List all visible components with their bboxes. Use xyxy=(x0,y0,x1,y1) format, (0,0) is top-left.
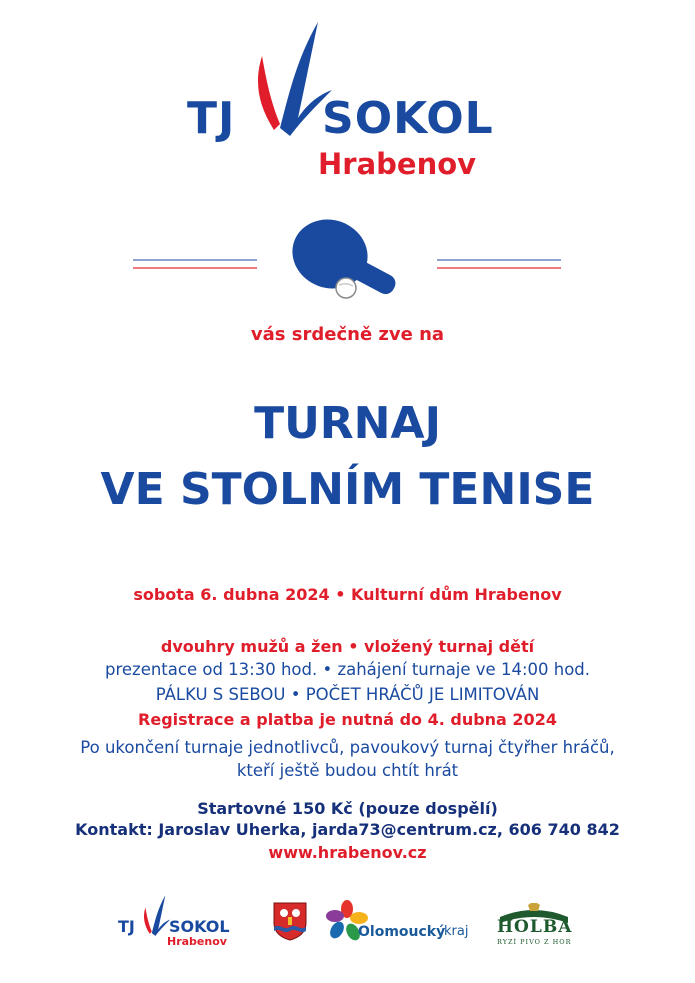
title-line-2: VE STOLNÍM TENISE xyxy=(100,464,595,515)
event-doubles-note-line-1: Po ukončení turnaje jednotlivců, pavoukový turnaj čtyřher hráčů, xyxy=(80,738,615,757)
logo-place-text: Hrabenov xyxy=(318,147,477,181)
logo-sokol-text: SOKOL xyxy=(322,93,494,144)
sponsor-sokol-place: Hrabenov xyxy=(167,935,227,948)
website-link[interactable]: www.hrabenov.cz xyxy=(268,843,427,862)
sponsor-sokol-falcon-icon xyxy=(139,893,171,939)
sponsor-holba-name: HOLBA xyxy=(497,917,573,937)
event-doubles-note-line-2: kteří ještě budou chtít hrát xyxy=(236,761,459,780)
municipal-crest-icon xyxy=(272,901,308,941)
logo-tj-text: TJ xyxy=(187,93,236,144)
invite-text: vás srdečně zve na xyxy=(250,324,445,345)
divider-left xyxy=(133,259,257,271)
sponsor-holba-tagline: RYZÍ PIVO Z HOR xyxy=(497,938,572,946)
sokol-falcon-logo-icon xyxy=(244,20,334,140)
entry-fee: Startovné 150 Kč (pouze dospělí) xyxy=(197,799,498,818)
event-presentation-time: prezentace od 13:30 hod. • zahájení turnaje ve 14:00 hod. xyxy=(104,660,591,679)
title-line-1: TURNAJ xyxy=(254,398,441,449)
sponsor-olomoucky-suffix: kraj xyxy=(444,924,469,939)
divider-right xyxy=(437,259,561,271)
event-registration-deadline: Registrace a platba je nutná do 4. dubna 2024 xyxy=(138,710,557,729)
sponsor-sokol-name: SOKOL xyxy=(169,917,230,936)
table-tennis-paddle-icon xyxy=(286,212,410,304)
event-categories: dvouhry mužů a žen • vložený turnaj dětí xyxy=(160,637,535,656)
event-date-location: sobota 6. dubna 2024 • Kulturní dům Hrabenov xyxy=(133,585,562,604)
event-bring-paddle: PÁLKU S SEBOU • POČET HRÁČŮ JE LIMITOVÁN xyxy=(155,685,540,704)
contact-info: Kontakt: Jaroslav Uherka, jarda73@centrum.cz, 606 740 842 xyxy=(75,820,620,839)
sponsor-olomoucky-name: Olomoucký xyxy=(358,924,446,940)
sponsor-sokol-tj: TJ xyxy=(118,917,135,936)
